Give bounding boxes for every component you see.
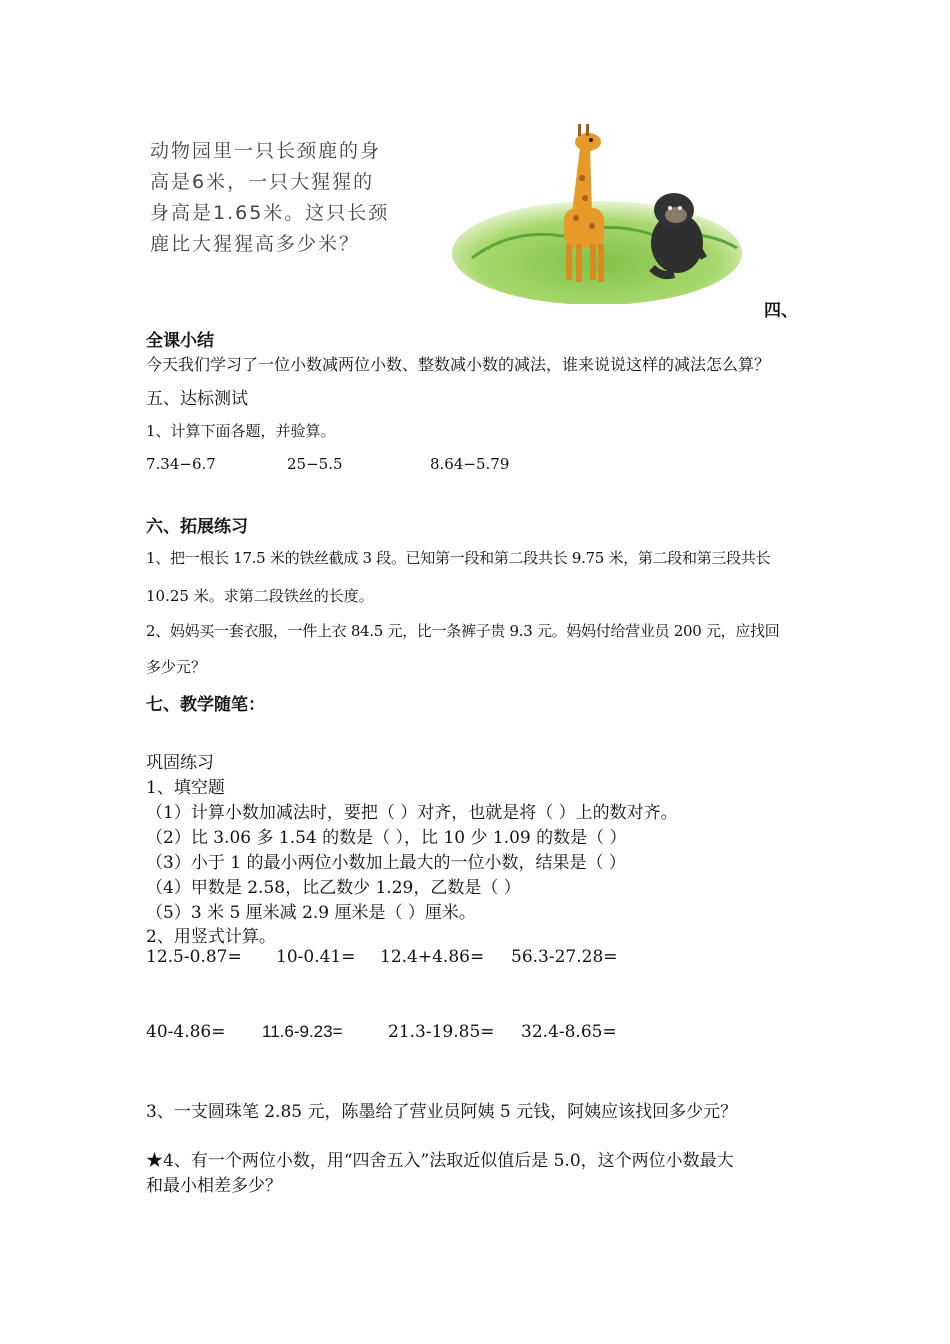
extension-question-1-line: 1、把一根长 17.5 米的铁丝截成 3 段。已知第一段和第二段共长 9.75 米，第二段和第三段共长 [146,549,771,567]
vertical-calc-expression: 12.4+4.86= [380,947,485,967]
practice-title: 巩固练习 [146,753,214,773]
vertical-calc-expression: 11.6-9.23= [262,1022,343,1041]
vertical-calc-expression: 56.3-27.28= [511,947,618,967]
fill-blank-item: （3）小于 1 的最小两位小数加上最大的一位小数，结果是（ ） [146,853,626,873]
expression: 7.34−6.7 [146,455,216,473]
section-5-title: 五、达标测试 [146,389,248,409]
section-7-title: 七、教学随笔： [146,695,265,715]
fill-blank-item: （1）计算小数加减法时，要把（ ）对齐，也就是将（ ）上的数对齐。 [146,803,678,823]
illustration-line: 高是6米，一只大猩猩的 [150,171,375,193]
illustration-line: 动物园里一只长颈鹿的身 [150,140,382,162]
word-problem-illustration-text [150,136,389,260]
vertical-calc-expression: 10-0.41= [276,947,356,967]
expression: 8.64−5.79 [430,455,510,473]
practice-question-2: 2、用竖式计算。 [146,927,276,947]
practice-question-1: 1、填空题 [146,778,225,798]
fill-blank-item: （2）比 3.06 多 1.54 的数是（ ），比 10 少 1.09 的数是（ ） [146,828,627,848]
practice-question-4-line: ★4、有一个两位小数，用“四舍五入”法取近似值后是 5.0，这个两位小数最大 [146,1151,734,1171]
illustration-line: 身高是1.65米。这只长颈 [150,202,390,224]
fill-blank-item: （4）甲数是 2.58，比乙数少 1.29，乙数是（ ） [146,878,521,898]
illustration-line: 鹿比大猩猩高多少米？ [150,233,361,255]
section-4-number: 四、 [764,301,798,321]
vertical-calc-expression: 32.4-8.65= [521,1022,617,1042]
test-question-1: 1、计算下面各题，并验算。 [146,422,336,440]
summary-paragraph: 今天我们学习了一位小数减两位小数、整数减小数的减法，谁来说说这样的减法怎么算？ [146,355,771,374]
practice-question-3: 3、一支圆珠笔 2.85 元，陈墨给了营业员阿姨 5 元钱，阿姨应该找回多少元？ [146,1102,738,1122]
section-6-title: 六、拓展练习 [146,517,248,537]
gorilla-figure [651,193,704,275]
extension-question-1-line: 10.25 米。求第二段铁丝的长度。 [146,587,374,605]
vertical-calc-expression: 21.3-19.85= [388,1022,495,1042]
practice-question-4-line: 和最小相差多少？ [146,1176,282,1196]
extension-question-2-line: 2、妈妈买一套衣服，一件上衣 84.5 元，比一条裤子贵 9.3 元。妈妈付给营业员 200 元，应找回 [146,622,780,640]
section-4-title: 全课小结 [146,331,214,351]
extension-question-2-line: 多少元？ [146,658,207,676]
vertical-calc-expression: 12.5-0.87= [146,947,242,967]
vertical-calc-expression: 40-4.86= [146,1022,226,1042]
giraffe-gorilla-illustration [452,118,742,304]
expression: 25−5.5 [287,455,343,473]
fill-blank-item: （5）3 米 5 厘米减 2.9 厘米是（ ）厘米。 [146,903,476,923]
